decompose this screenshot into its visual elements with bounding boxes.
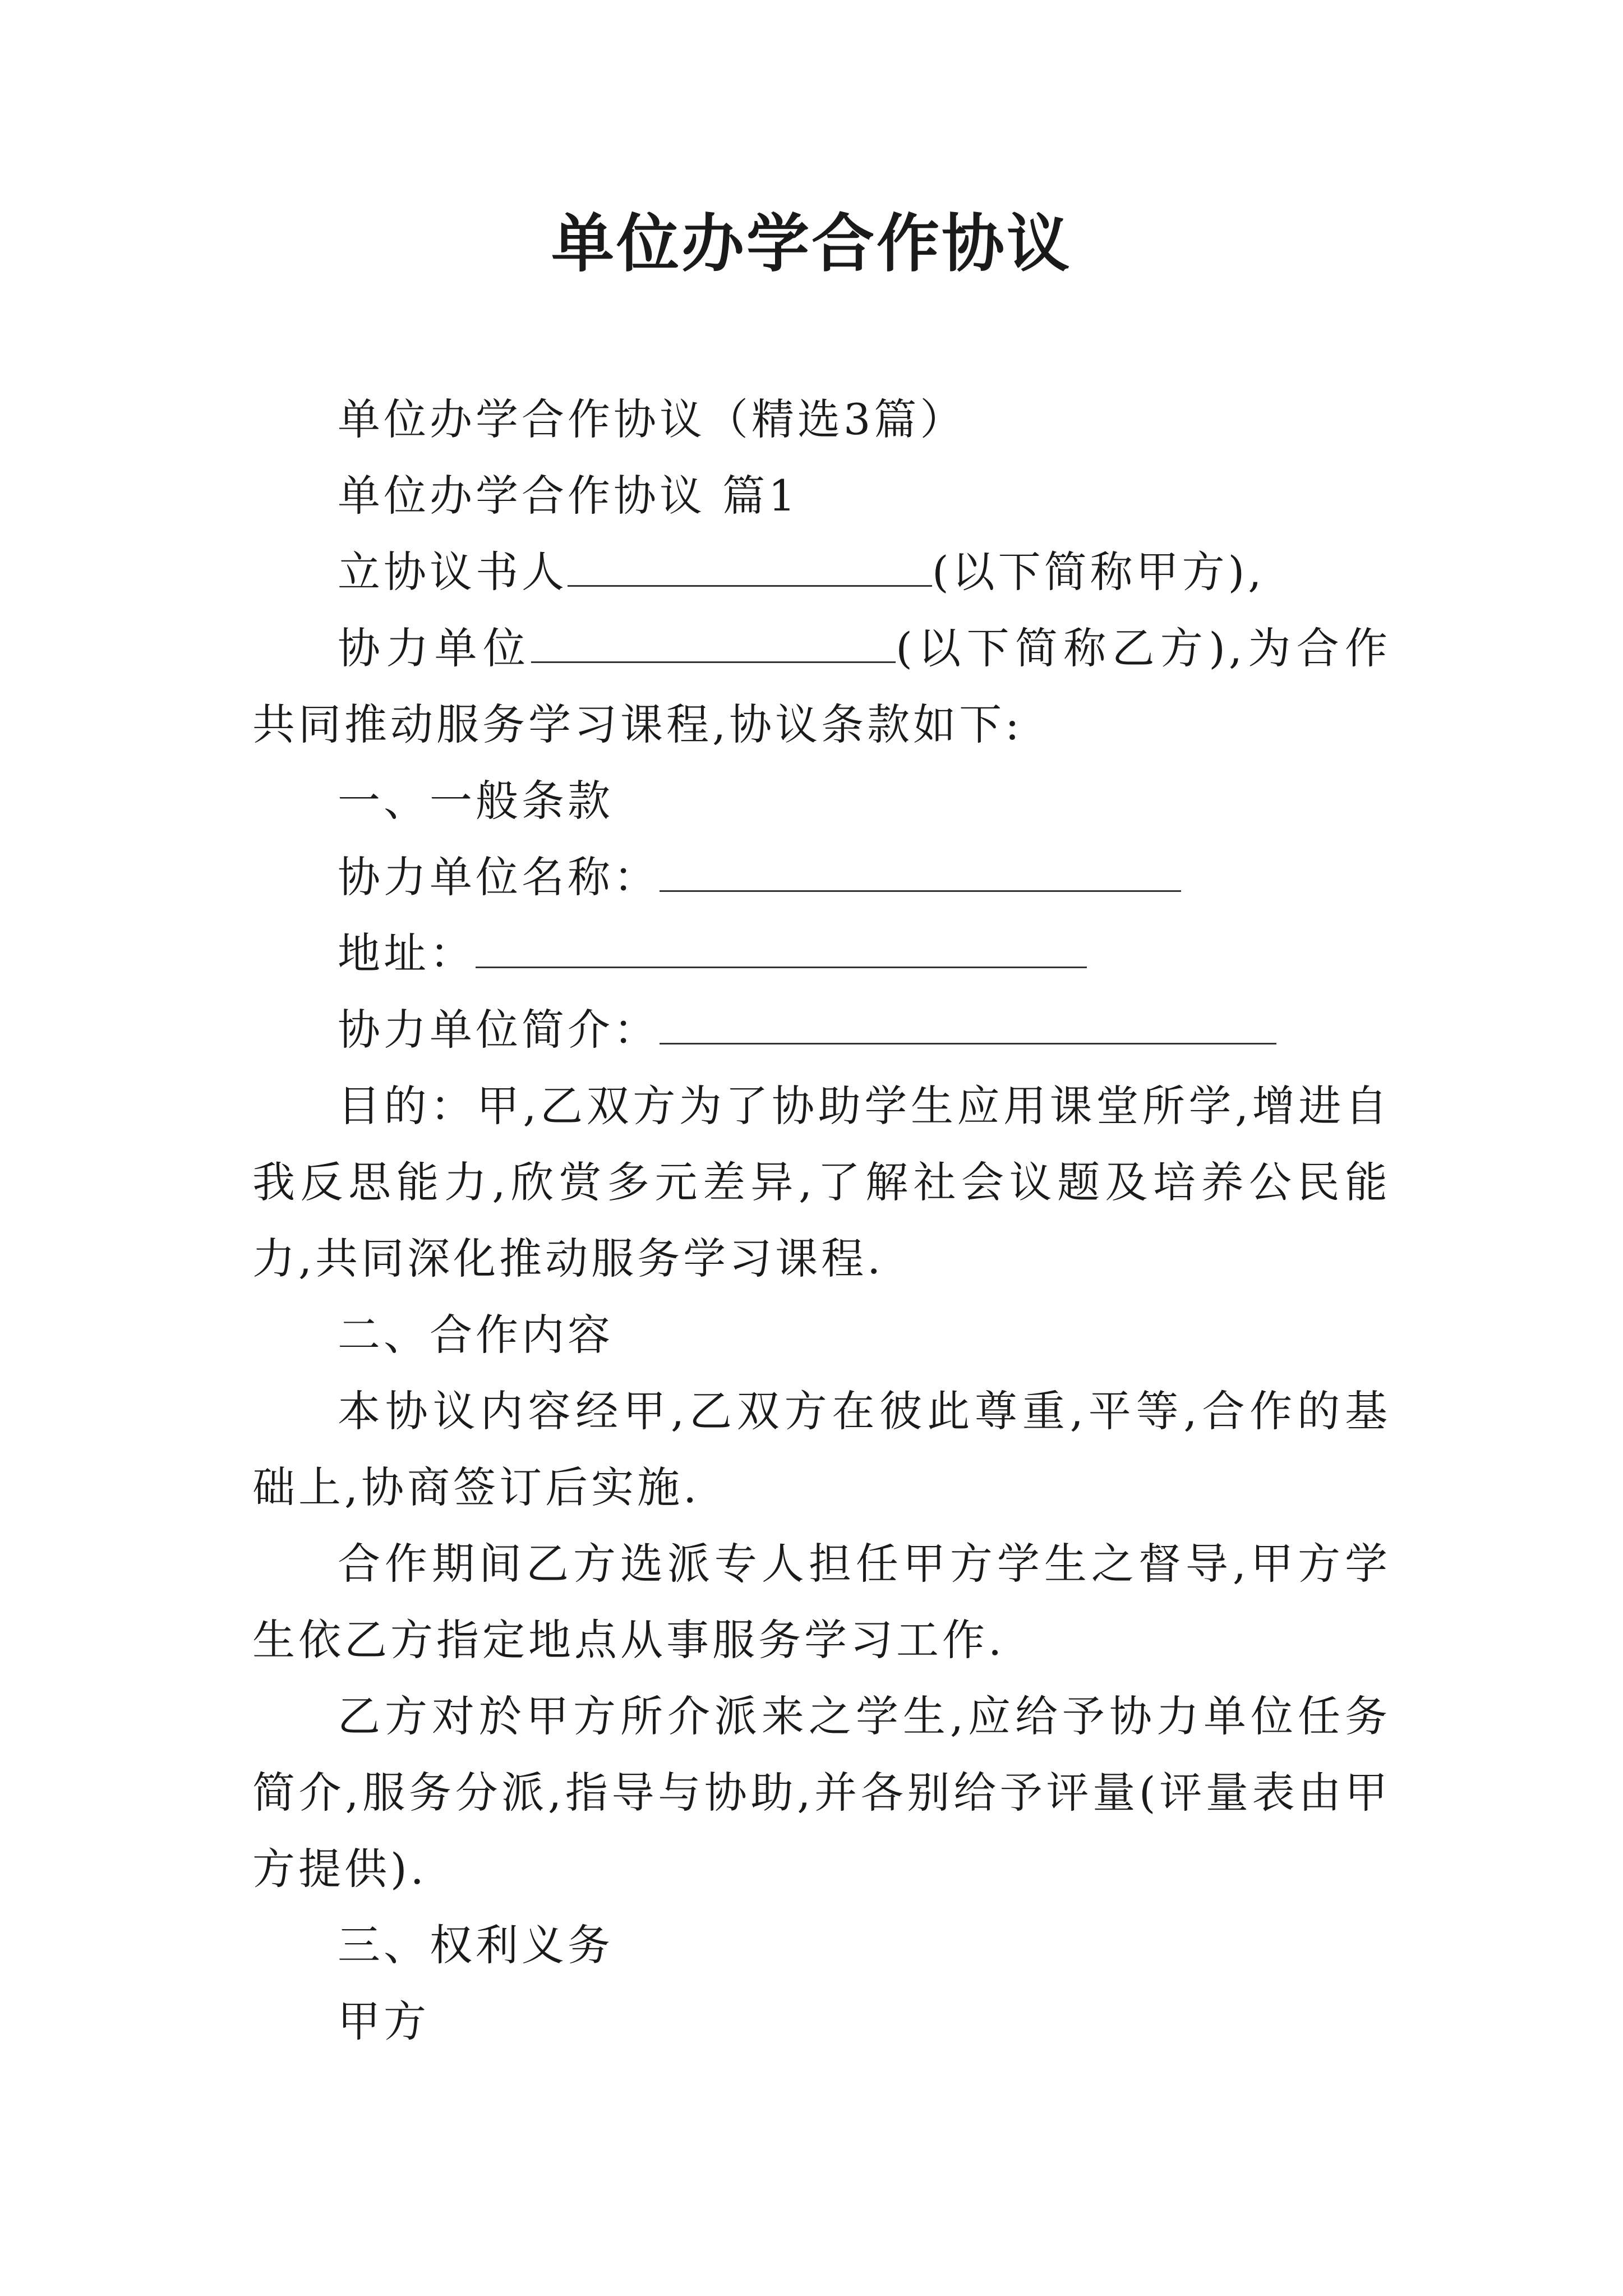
party-a-note: (以下简称甲方), bbox=[932, 547, 1265, 597]
clause-heading-rights: 三、权利义务 bbox=[338, 1920, 614, 1970]
cooperation-paragraph-3: 乙方对於甲方所介派来之学生,应给予协力单位任务简介,服务分派,指导与协助,并各别给予评量(评量表由甲方提供). bbox=[252, 1691, 1391, 1894]
unit-intro-line bbox=[252, 992, 1391, 1068]
party-a-heading: 甲方 bbox=[338, 1996, 430, 2046]
unit-name-line bbox=[252, 839, 1391, 915]
cooperation-paragraph-2: 合作期间乙方选派专人担任甲方学生之督导,甲方学生依乙方指定地点从事服务学习工作. bbox=[252, 1539, 1391, 1665]
unit-name-label: 协力单位名称： bbox=[338, 852, 660, 902]
address-label: 地址： bbox=[338, 928, 476, 978]
party-b-label: 协力单位 bbox=[338, 623, 532, 673]
party-b-note: (以下简称乙方),为合作共同推动服务学习课程,协议条款如下: bbox=[252, 623, 1391, 749]
page-title: 单位办学合作协议 bbox=[551, 208, 1072, 280]
cooperation-paragraph-1: 本协议内容经甲,乙双方在彼此尊重,平等,合作的基础上,协商签订后实施. bbox=[252, 1386, 1391, 1512]
unit-intro-blank bbox=[660, 995, 1276, 1045]
party-a-blank bbox=[568, 537, 932, 587]
party-a-label: 立协议书人 bbox=[338, 547, 568, 597]
document-body bbox=[252, 381, 1391, 2060]
subtitle-selection: 单位办学合作协议（精选3篇） bbox=[338, 394, 966, 444]
address-line bbox=[252, 915, 1391, 992]
section-heading-part1: 单位办学合作协议 篇1 bbox=[338, 471, 799, 521]
clause-heading-general: 一、一般条款 bbox=[338, 776, 614, 826]
purpose-paragraph: 目的：甲,乙双方为了协助学生应用课堂所学,增进自我反思能力,欣赏多元差异,了解社会议题及培养公民能力,共同深化推动服务学习课程. bbox=[252, 1081, 1391, 1283]
unit-name-blank bbox=[660, 842, 1181, 892]
address-blank bbox=[476, 918, 1087, 968]
clause-heading-cooperation: 二、合作内容 bbox=[338, 1310, 614, 1360]
party-b-blank bbox=[531, 613, 896, 663]
party-b-line bbox=[252, 610, 1391, 763]
party-a-line bbox=[252, 534, 1391, 610]
unit-intro-label: 协力单位简介： bbox=[338, 1005, 660, 1055]
